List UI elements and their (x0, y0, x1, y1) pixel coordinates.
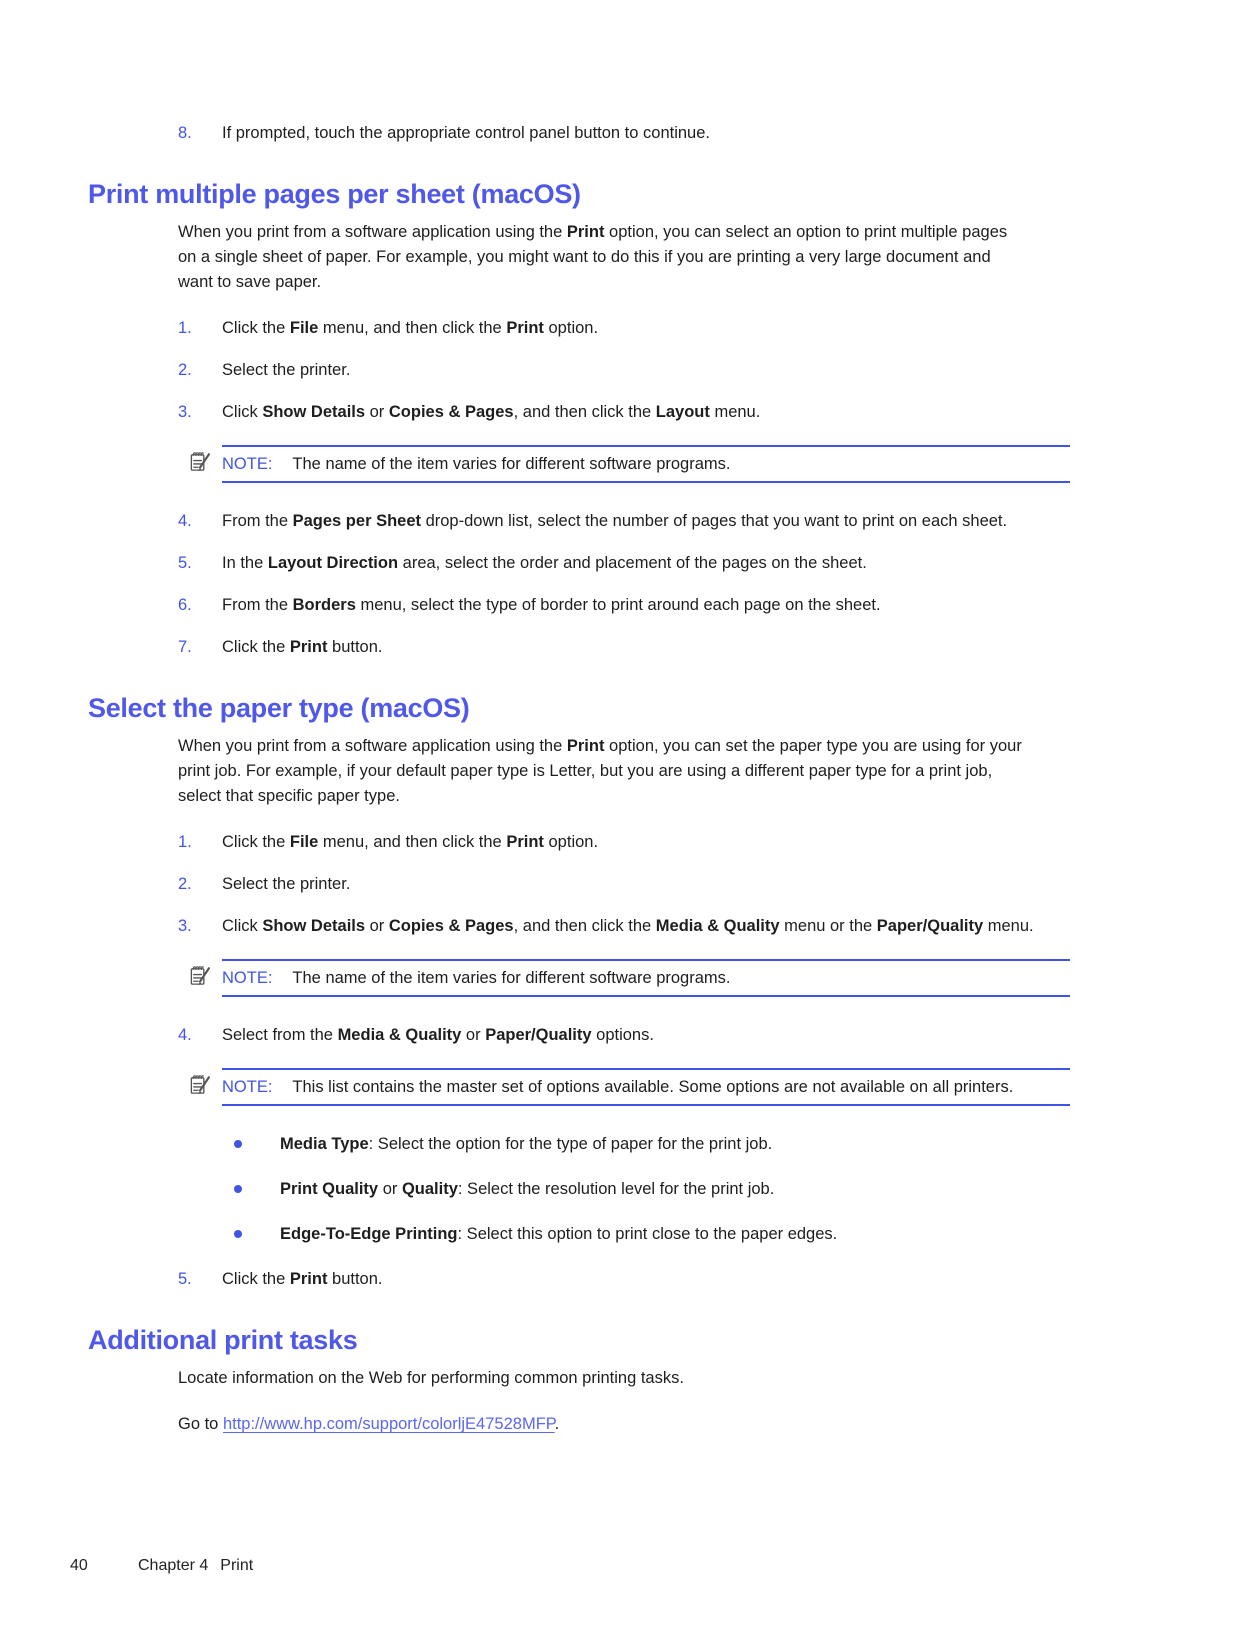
note-body (222, 1068, 1070, 1106)
text-run: Click the (222, 1270, 290, 1288)
bullet-text (280, 1132, 1070, 1157)
bold-run: Print (566, 737, 605, 755)
section-title-print-multiple-pages: Print multiple pages per sheet (macOS) (88, 179, 581, 209)
bold-run: Media Type (280, 1135, 369, 1153)
bold-run: Print (289, 638, 328, 656)
text-run: button. (327, 1270, 383, 1288)
section-title-select-paper-type: Select the paper type (macOS) (88, 693, 470, 723)
text-run: From the (222, 596, 293, 614)
text-run: From the (222, 512, 293, 530)
bold-run: Copies & Pages (388, 917, 514, 935)
bold-run: Paper/Quality (485, 1026, 592, 1044)
footer-section: Print (220, 1557, 254, 1574)
note-body (222, 959, 1070, 997)
step-item (178, 400, 1240, 425)
text-run: : Select the option for the type of paper for the print job. (368, 1135, 773, 1153)
step-item (178, 593, 1240, 618)
text-run: menu. (983, 917, 1034, 935)
step-number: 1. (178, 319, 192, 337)
step-item (178, 509, 1240, 534)
text-run: area, select the order and placement of the pages on the sheet. (398, 554, 867, 572)
text-run: option. (543, 833, 599, 851)
text-run: menu, select the type of border to print around each page on the sheet. (355, 596, 881, 614)
note-text (292, 969, 730, 987)
step-text (222, 121, 1034, 146)
text-run: Select the printer. (222, 875, 351, 893)
step-text (222, 358, 1034, 383)
text-run: Select from the (222, 1026, 338, 1044)
step-text (222, 830, 1034, 855)
step-item (178, 1267, 1240, 1292)
bold-run: Print Quality (280, 1180, 379, 1198)
step-text (222, 551, 1034, 576)
text-run: menu. (709, 403, 761, 421)
note-text (292, 1078, 1013, 1096)
bullet-icon (234, 1185, 242, 1193)
bold-run: Quality (401, 1180, 458, 1198)
step-number: 7. (178, 638, 192, 656)
section-intro (178, 220, 1026, 295)
bullet-text (280, 1177, 1070, 1202)
step-item (178, 830, 1240, 855)
step-item (178, 551, 1240, 576)
text-run: In the (222, 554, 268, 572)
text-run: : Select this option to print close to the paper edges. (457, 1225, 838, 1243)
text-run: Click the (222, 833, 290, 851)
text-run: When you print from a software application using the (178, 737, 567, 755)
note-label: NOTE: (222, 455, 273, 473)
text-run: Click (222, 917, 263, 935)
text-run: or (365, 917, 389, 935)
text-run: This list contains the master set of options available. Some options are not available on all printers. (292, 1078, 1014, 1096)
note-callout (188, 959, 1070, 997)
text-run: Click (222, 403, 263, 421)
text-run: drop-down list, select the number of pages that you want to print on each sheet. (421, 512, 1008, 530)
text-run: menu, and then click the (318, 319, 507, 337)
text-run: or (461, 1026, 486, 1044)
bold-run: Print (506, 833, 544, 851)
step-text (222, 593, 1034, 618)
text-run: options. (591, 1026, 654, 1044)
body-paragraph-goto (178, 1412, 1026, 1437)
text-run: Select the printer. (222, 361, 351, 379)
bullet-text (280, 1222, 1070, 1247)
bold-run: Edge-To-Edge Printing (280, 1225, 458, 1243)
step-number: 2. (178, 875, 192, 893)
step-text (222, 509, 1034, 534)
footer-chapter: Chapter 4 (138, 1557, 209, 1574)
step-text (222, 316, 1034, 341)
text-run: . (554, 1415, 560, 1433)
note-body (222, 445, 1070, 483)
text-run: option, you can select an option to print multiple pages on a single sheet of paper. For example, you might want to do this if you are printing a very large document and want to save paper. (178, 223, 1008, 291)
step-item (178, 872, 1240, 897)
text-run: If prompted, touch the appropriate control panel button to continue. (222, 124, 710, 142)
text-run: or (378, 1180, 402, 1198)
step-text (222, 914, 1034, 939)
note-icon (188, 1072, 211, 1097)
text-run: menu or the (779, 917, 877, 935)
note-callout (188, 1068, 1070, 1106)
text-run: Click the (222, 319, 290, 337)
bullet-icon (234, 1140, 242, 1148)
bold-run: Media & Quality (655, 917, 780, 935)
step-number: 1. (178, 833, 192, 851)
note-icon (188, 963, 211, 988)
step-text (222, 1023, 1034, 1048)
body-paragraph (178, 1366, 1026, 1391)
bullet-icon (234, 1230, 242, 1238)
page-footer (70, 1553, 253, 1578)
bold-run: File (289, 319, 319, 337)
bold-run: Show Details (262, 403, 366, 421)
bold-run: Print (566, 223, 605, 241)
step-number: 5. (178, 554, 192, 572)
support-link[interactable]: http://www.hp.com/support/colorljE47528MFP (222, 1415, 555, 1433)
section-title-additional-print-tasks: Additional print tasks (88, 1325, 358, 1355)
bold-run: Copies & Pages (388, 403, 514, 421)
page-number: 40 (70, 1557, 88, 1574)
step-text (222, 1267, 1034, 1292)
note-text (292, 455, 730, 473)
text-run: Click the (222, 638, 290, 656)
step-text (222, 635, 1034, 660)
bold-run: Show Details (262, 917, 366, 935)
text-run: , and then click the (513, 917, 656, 935)
bold-run: Pages per Sheet (292, 512, 421, 530)
text-run: When you print from a software application using the (178, 223, 567, 241)
step-number: 6. (178, 596, 192, 614)
bold-run: Layout (655, 403, 710, 421)
step-number: 8. (178, 124, 192, 142)
step-item (178, 914, 1240, 939)
bold-run: Layout Direction (267, 554, 399, 572)
note-icon (188, 449, 211, 474)
text-run: button. (327, 638, 383, 656)
note-label: NOTE: (222, 1078, 273, 1096)
step-number: 2. (178, 361, 192, 379)
text-run: Locate information on the Web for performing common printing tasks. (178, 1369, 684, 1387)
bold-run: Borders (292, 596, 356, 614)
text-run: Go to (178, 1415, 223, 1433)
note-label: NOTE: (222, 969, 273, 987)
step-item (178, 358, 1240, 383)
note-callout (188, 445, 1070, 483)
step-number: 4. (178, 512, 192, 530)
text-run: , and then click the (513, 403, 656, 421)
bold-run: Print (289, 1270, 328, 1288)
text-run: option, you can set the paper type you are using for your print job. For example, if your default paper type is Letter, but you are using a different paper type for a print job, select that specific paper type. (178, 737, 1022, 805)
bold-run: Paper/Quality (876, 917, 984, 935)
bullet-item (234, 1222, 1240, 1247)
step-item (178, 316, 1240, 341)
text-run: The name of the item varies for different software programs. (292, 455, 731, 473)
step-number: 4. (178, 1026, 192, 1044)
bold-run: Print (506, 319, 544, 337)
step-item (178, 1023, 1240, 1048)
bold-run: Media & Quality (337, 1026, 462, 1044)
bold-run: File (289, 833, 319, 851)
step-item (178, 635, 1240, 660)
section-intro (178, 734, 1026, 809)
text-run: : Select the resolution level for the print job. (457, 1180, 775, 1198)
step-number: 3. (178, 403, 192, 421)
step-number: 3. (178, 917, 192, 935)
step-text (222, 872, 1034, 897)
step-text (222, 400, 1034, 425)
step-item (178, 121, 1240, 146)
bullet-item (234, 1132, 1240, 1157)
text-run: or (365, 403, 389, 421)
text-run: The name of the item varies for different software programs. (292, 969, 731, 987)
step-number: 5. (178, 1270, 192, 1288)
text-run: option. (543, 319, 599, 337)
bullet-item (234, 1177, 1240, 1202)
text-run: menu, and then click the (318, 833, 507, 851)
